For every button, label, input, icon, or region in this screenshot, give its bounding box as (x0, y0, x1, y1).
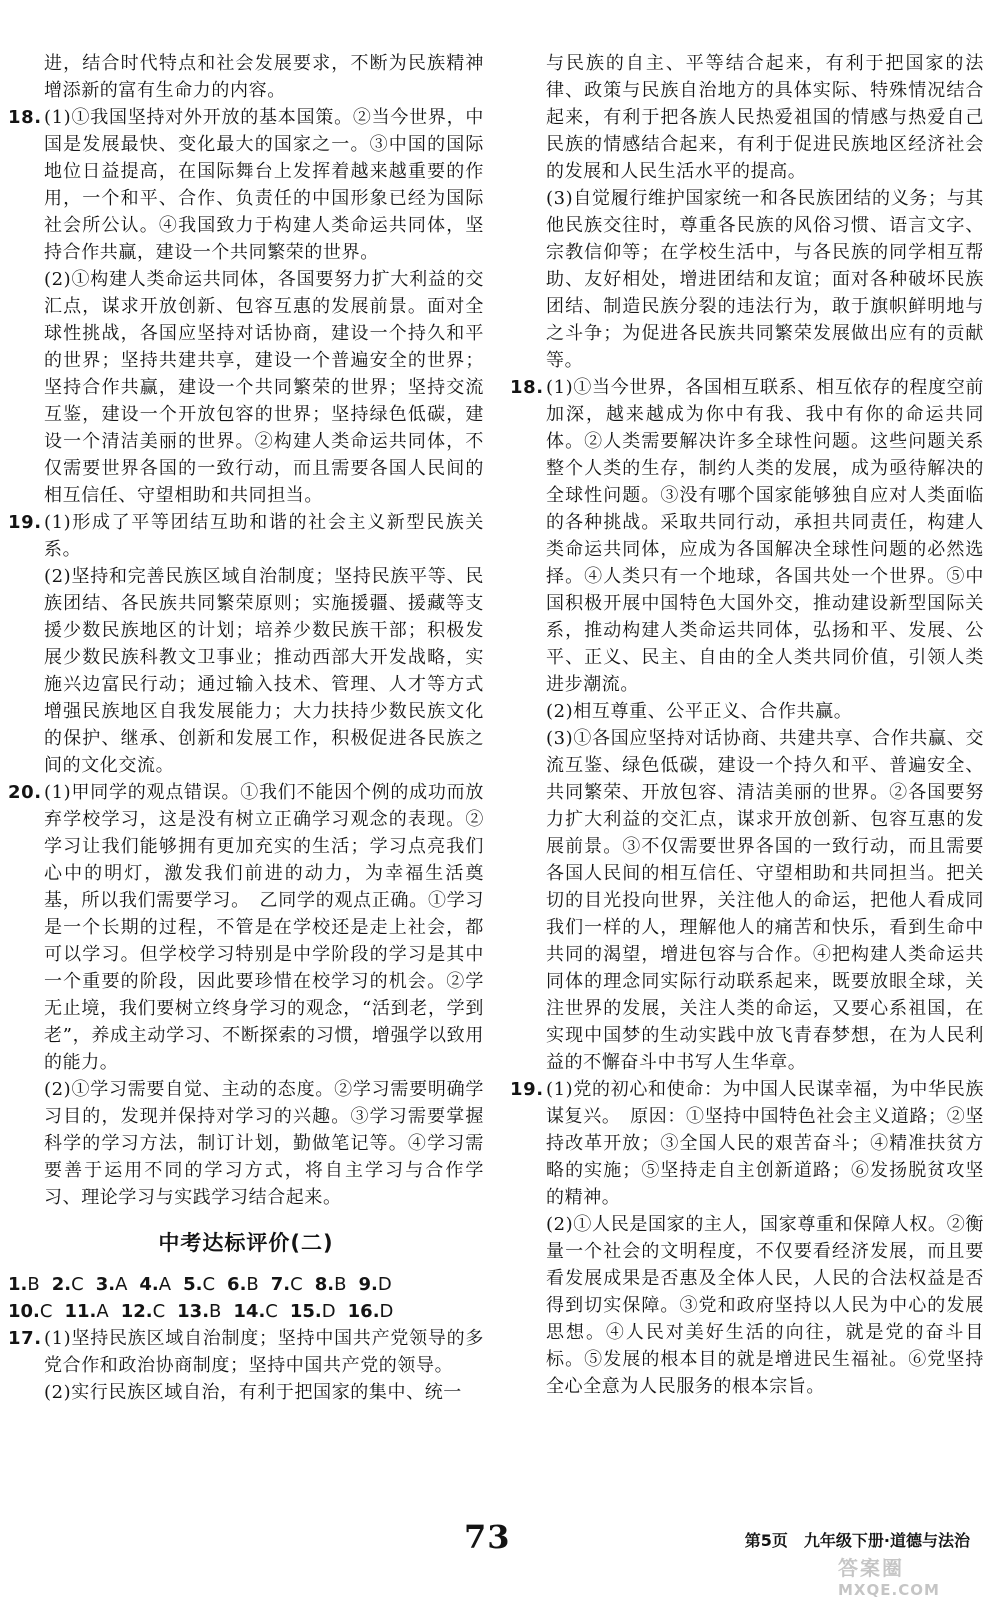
answer-paragraph: (1)党的初心和使命：为中国人民谋幸福，为中华民族谋复兴。 原因：①坚持中国特色社会主义道路；②坚持改革开放；③全国人民的艰苦奋斗；④精准扶贫方略的实施；⑤坚持走自主创新道路；⑥发扬脱贫攻坚的精神。 (546, 1079, 984, 1208)
question-number: 20. (8, 782, 42, 803)
answer-paragraph: (2)实行民族区域自治，有利于把国家的集中、统一 (44, 1382, 462, 1403)
answer-paragraph: (2)①构建人类命运共同体，各国要努力扩大利益的交汇点，谋求开放创新、包容互惠的发展前景。面对全球性挑战，各国应坚持对话协商，建设一个持久和平的世界；坚持共建共享，建设一个普遍安全的世界；坚持合作共赢，建设一个共同繁荣的世界；坚持交流互鉴，建设一个开放包容的世界；坚持绿色低碳，建设一个清洁美丽的世界。②构建人类命运共同体，不仅需要世界各国的一致行动，而且需要各国人民间的相互信任、守望相助和共同担当。 (44, 269, 484, 506)
mc-number: 15. (289, 1301, 322, 1322)
answer-paragraph: (1)①当今世界，各国相互联系、相互依存的程度空前加深，越来越成为你中有我、我中有你的命运共同体。②人类需要解决许多全球性问题。这些问题关系整个人类的生存，制约人类的发展，成为亟待解决的全球性问题。③没有哪个国家能够独自应对人类面临的各种挑战。采取共同行动，承担共同责任，构建人类命运共同体，应成为各国解决全球性问题的必然选择。④人类只有一个地球，各国共处一个世界。⑤中国积极开展中国特色大国外交，推动建设新型国际关系，推动构建人类命运共同体，弘扬和平、发展、公平、正义、民主、自由的全人类共同价值，引领人类进步潮流。 (546, 377, 984, 695)
watermark-logo-text: 答案圈 (838, 1556, 904, 1580)
answer-continuation (8, 50, 484, 104)
watermark-url: MXQE.COM (838, 1581, 940, 1599)
mc-number: 10. (8, 1301, 40, 1322)
answer-paragraph: (3)①各国应坚持对话协商、共建共享、合作共赢、交流互鉴、绿色低碳，建设一个持久和平、普遍安全、共同繁荣、开放包容、清洁美丽的世界。②各国要努力扩大利益的交汇点，谋求开放创新、包容互惠的发展前景。③不仅需要世界各国的一致行动，而且需要各国人民间的相互信任、守望相助和共同担当。把关切的目光投向世界，关注他人的命运，把他人看成同我们一样的人，理解他人的痛苦和快乐，看到生命中共同的渴望，增进包容与合作。④把构建人类命运共同体的理念同实际行动联系起来，既要放眼全球，关注世界的发展，关注人类的命运，又要心系祖国，在实现中国梦的生动实践中放飞青春梦想，在为人民利益的不懈奋斗中书写人生华章。 (546, 728, 984, 1073)
mc-letter: B (209, 1301, 222, 1322)
answer-paragraph: 进，结合时代特点和社会发展要求，不断为民族精神增添新的富有生命力的内容。 (44, 53, 484, 101)
answer-paragraph: (2)坚持和完善民族区域自治制度；坚持民族平等、民族团结、各民族共同繁荣原则；实施援疆、援藏等支援少数民族地区的计划；培养少数民族干部；积极发展少数民族科教文卫事业；推动西部大开发战略，实施兴边富民行动；通过输入技术、管理、人才等方式增强民族地区自我发展能力；大力扶持少数民族文化的保护、继承、创新和发展工作，积极促进各民族之间的文化交流。 (44, 566, 484, 776)
mc-answer (290, 1298, 336, 1325)
site-watermark (838, 1552, 988, 1599)
mc-number: 7. (270, 1274, 291, 1295)
section-title: 中考达标评价(二) (158, 1231, 334, 1255)
mc-letter: C (202, 1274, 216, 1295)
mc-number: 14. (233, 1301, 266, 1322)
mc-number: 16. (347, 1301, 380, 1322)
mc-letter: C (290, 1274, 303, 1295)
answer-18-left (8, 104, 484, 509)
mc-answer (271, 1271, 303, 1298)
question-number: 17. (8, 1328, 42, 1349)
mc-answer (358, 1271, 391, 1298)
answer-paragraph: (2)相互尊重、公平正义、合作共赢。 (546, 701, 853, 722)
right-column (510, 50, 984, 1400)
mc-number: 2. (51, 1274, 72, 1295)
answer-paragraph: (1)甲同学的观点错误。①我们不能因个例的成功而放弃学校学习，这是没有树立正确学习观念的表现。②学习让我们能够拥有更加充实的生活；学习点亮我们心中的明灯，激发我们前进的动力，为幸福生活奠基，所以我们需要学习。 乙同学的观点正确。①学习是一个长期的过程，不管是在学校还是走上社会，都可以学习。但学校学习特别是中学阶段的学习是其中一个重要的阶段，因此要珍惜在校学习的机会。②学无止境，我们要树立终身学习的观念，“活到老，学到老”，养成主动学习、不断探索的习惯，增强学以致用的能力。 (44, 782, 484, 1073)
question-number: 18. (8, 107, 42, 128)
question-number: 18. (510, 377, 544, 398)
mc-answer (121, 1298, 165, 1325)
mc-number: 4. (139, 1274, 159, 1295)
answer-20-left (8, 779, 484, 1211)
multiple-choice-row (8, 1271, 484, 1298)
mc-number: 8. (314, 1274, 335, 1295)
mc-answer (8, 1271, 40, 1298)
mc-letter: D (379, 1301, 394, 1322)
mc-number: 9. (358, 1274, 378, 1295)
mc-number: 13. (177, 1301, 210, 1322)
answer-17-left (8, 1325, 484, 1406)
mc-letter: D (321, 1301, 336, 1322)
mc-letter: A (115, 1274, 128, 1295)
mc-number: 1. (8, 1274, 28, 1295)
mc-letter: C (39, 1301, 53, 1322)
answer-paragraph: (2)①学习需要自觉、主动的态度。②学习需要明确学习目的，发现并保持对学习的兴趣。③学习需要掌握科学的学习方法，制订计划，勤做笔记等。④学习需要善于运用不同的学习方式，将自主学习与合作学习、理论学习与实践学习结合起来。 (44, 1079, 484, 1208)
mc-answer (52, 1271, 84, 1298)
answer-19-left (8, 509, 484, 779)
answer-17-continuation (510, 50, 984, 374)
mc-answer (96, 1271, 128, 1298)
mc-answer (8, 1298, 52, 1325)
mc-answer (233, 1298, 277, 1325)
book-info: 第5页 九年级下册·道德与法治 (744, 1531, 970, 1550)
mc-answer (139, 1271, 171, 1298)
mc-letter: B (334, 1274, 347, 1295)
mc-number: 11. (64, 1301, 97, 1322)
mc-number: 3. (95, 1274, 116, 1295)
mc-answer (348, 1298, 394, 1325)
answer-paragraph: (3)自觉履行维护国家统一和各民族团结的义务；与其他民族交往时，尊重各民族的风俗习惯、语言文字、宗教信仰等；在学校生活中，与各民族的同学相互帮助、友好相处，增进团结和友谊；面对各种破坏民族团结、制造民族分裂的违法行为，敢于旗帜鲜明地与之斗争；为促进各民族共同繁荣发展做出应有的贡献等。 (546, 188, 984, 371)
mc-answer (177, 1298, 221, 1325)
mc-letter: A (158, 1274, 172, 1295)
answer-19-right (510, 1076, 984, 1400)
mc-letter: B (246, 1274, 259, 1295)
answer-paragraph: (2)①人民是国家的主人，国家尊重和保障人权。②衡量一个社会的文明程度，不仅要看经济发展，而且要看发展成果是否惠及全体人民，人民的合法权益是否得到切实保障。③党和政府坚持以人民为中心的发展思想。④人民对美好生活的向往，就是党的奋斗目标。⑤发展的根本目的就是增进民生福祉。⑥党坚持全心全意为人民服务的根本宗旨。 (546, 1214, 984, 1397)
question-number: 19. (8, 512, 42, 533)
mc-letter: C (265, 1301, 278, 1322)
mc-answer (227, 1271, 259, 1298)
answer-paragraph: (1)①我国坚持对外开放的基本国策。②当今世界，中国是发展最快、变化最大的国家之一。③中国的国际地位日益提高，在国际舞台上发挥着越来越重要的作用，一个和平、合作、负责任的中国形象已经为国际社会所公认。④我国致力于构建人类命运共同体，坚持合作共赢，建设一个共同繁荣的世界。 (44, 107, 484, 263)
answer-paragraph: 与民族的自主、平等结合起来，有利于把国家的法律、政策与民族自治地方的具体实际、特殊情况结合起来，有利于把各族人民热爱祖国的情感与热爱自己民族的情感结合起来，有利于促进民族地区经济社会的发展和人民生活水平的提高。 (546, 53, 984, 182)
mc-number: 5. (183, 1274, 203, 1295)
mc-letter: C (152, 1301, 166, 1322)
page-number: 73 (464, 1518, 511, 1556)
mc-letter: A (96, 1301, 109, 1322)
mc-answer (315, 1271, 347, 1298)
answer-paragraph: (1)坚持民族区域自治制度；坚持中国共产党领导的多党合作和政治协商制度；坚持中国共产党的领导。 (44, 1328, 484, 1376)
mc-answer (183, 1271, 215, 1298)
mc-answer (64, 1298, 108, 1325)
multiple-choice-row (8, 1298, 484, 1325)
question-number: 19. (510, 1079, 544, 1100)
left-column (8, 50, 484, 1406)
mc-letter: B (27, 1274, 40, 1295)
mc-letter: C (71, 1274, 84, 1295)
mc-letter: D (377, 1274, 392, 1295)
mc-number: 6. (227, 1274, 247, 1295)
answer-18-right (510, 374, 984, 1076)
mc-number: 12. (120, 1301, 153, 1322)
answer-paragraph: (1)形成了平等团结互助和谐的社会主义新型民族关系。 (44, 512, 484, 560)
